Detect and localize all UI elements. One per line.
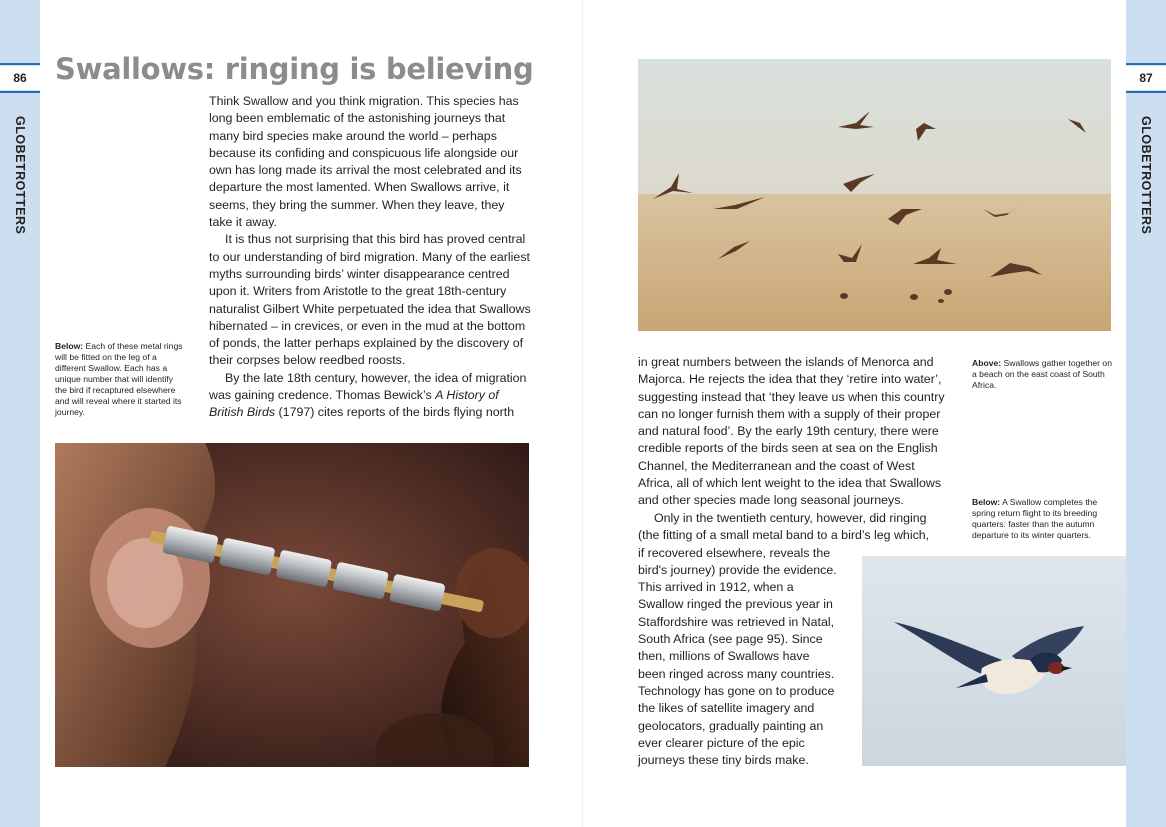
page-number-left: 86	[0, 66, 40, 90]
left-body-column	[209, 93, 531, 422]
body-paragraph: Only in the twentieth century, however, did ringing (the fitting of a small metal band to a bird’s leg which,	[638, 511, 930, 543]
caption-label: Above:	[972, 358, 1002, 368]
body-paragraph	[209, 370, 531, 422]
caption-text: Each of these metal rings will be fitted on the leg of a different Swallow. Each has a unique number that will identify the bird if recaptured elsewhere and will reveal where it started its journey.	[55, 341, 183, 417]
text-run: By the late 18th century, however, the idea of migration was gaining credence. Thomas Bewick’s	[209, 370, 527, 403]
section-label-right	[1126, 116, 1166, 246]
page-gutter	[582, 0, 583, 827]
edge-rule-bottom	[0, 91, 40, 93]
photo-swallows-on-beach	[638, 59, 1111, 331]
edge-rule-bottom	[1126, 91, 1166, 93]
body-paragraph: in great numbers between the islands of Menorca and Majorca. He rejects the idea that they ‘retire into water’, suggesting instead that ‘they leave us when this country can no longer furnish them with a supply of their proper and natural food’. By the early 19th century, there were credible reports of the birds seen at sea on the English Channel, the Mediterranean and the coast of West Africa, all of which lent weight to the idea that Swallows and other species made long seasonal journeys.	[638, 355, 945, 508]
caption-swallow-flight	[972, 497, 1112, 541]
caption-rings	[55, 341, 185, 418]
caption-label: Below:	[55, 341, 84, 351]
page-number-right: 87	[1126, 66, 1166, 90]
edge-rule-top	[1126, 63, 1166, 65]
photo-metal-rings	[55, 443, 529, 767]
body-paragraph: if recovered elsewhere, reveals the bird's journey) provide the evidence. This arrived in 1912, when a Swallow ringed the previous year in Staffordshire was retrieved in Natal, South Africa (see page 95). Since then, millions of Swallows have been ringed across many countries. Technology has gone on to produce the likes of satellite imagery and geolocators, gradually painting an ever clearer picture of the epic journeys these tiny birds make.	[638, 545, 837, 768]
text-run: (1797) cites reports of the birds flying north	[275, 405, 515, 420]
book-title: A History of British Birds	[209, 388, 499, 420]
edge-rule-top	[0, 63, 40, 65]
photo-swallow-in-flight	[862, 556, 1126, 766]
right-edge-band	[1126, 0, 1166, 827]
body-paragraph: Think Swallow and you think migration. This species has long been emblematic of the astonishing journeys that many bird species make around the world – perhaps because its confiding and conspicuous life alongside our own has long made its arrival the most celebrated and its departure the most lamented. When Swallows arrive, it seems, they bring the summer. When they leave, they take it away.	[209, 94, 522, 230]
caption-text: A Swallow completes the spring return flight to its breeding quarters: faster than the autumn departure to its winter quarters.	[972, 497, 1098, 540]
section-label-text: GLOBETROTTERS	[1139, 116, 1153, 235]
left-edge-band	[0, 0, 40, 827]
section-label-left	[0, 116, 40, 246]
right-body-column	[638, 354, 950, 510]
caption-beach	[972, 358, 1112, 391]
body-paragraph: It is thus not surprising that this bird has proved central to our understanding of bird migration. Many of the earliest myths surrounding birds’ winter disappearance centred upon it. Writers from Aristotle to the great 18th-century naturalist Gilbert White perpetuated the idea that Swallows hibernated – in crevices, or even in the mud at the bottom of ponds, the latter perhaps explained by the discovery of their corpses below reedbed roosts.	[209, 232, 531, 368]
caption-text: Swallows gather together on a beach on the east coast of South Africa.	[972, 358, 1112, 390]
section-label-text: GLOBETROTTERS	[13, 116, 27, 235]
article-title: Swallows: ringing is believing	[55, 52, 534, 86]
caption-label: Below:	[972, 497, 1001, 507]
